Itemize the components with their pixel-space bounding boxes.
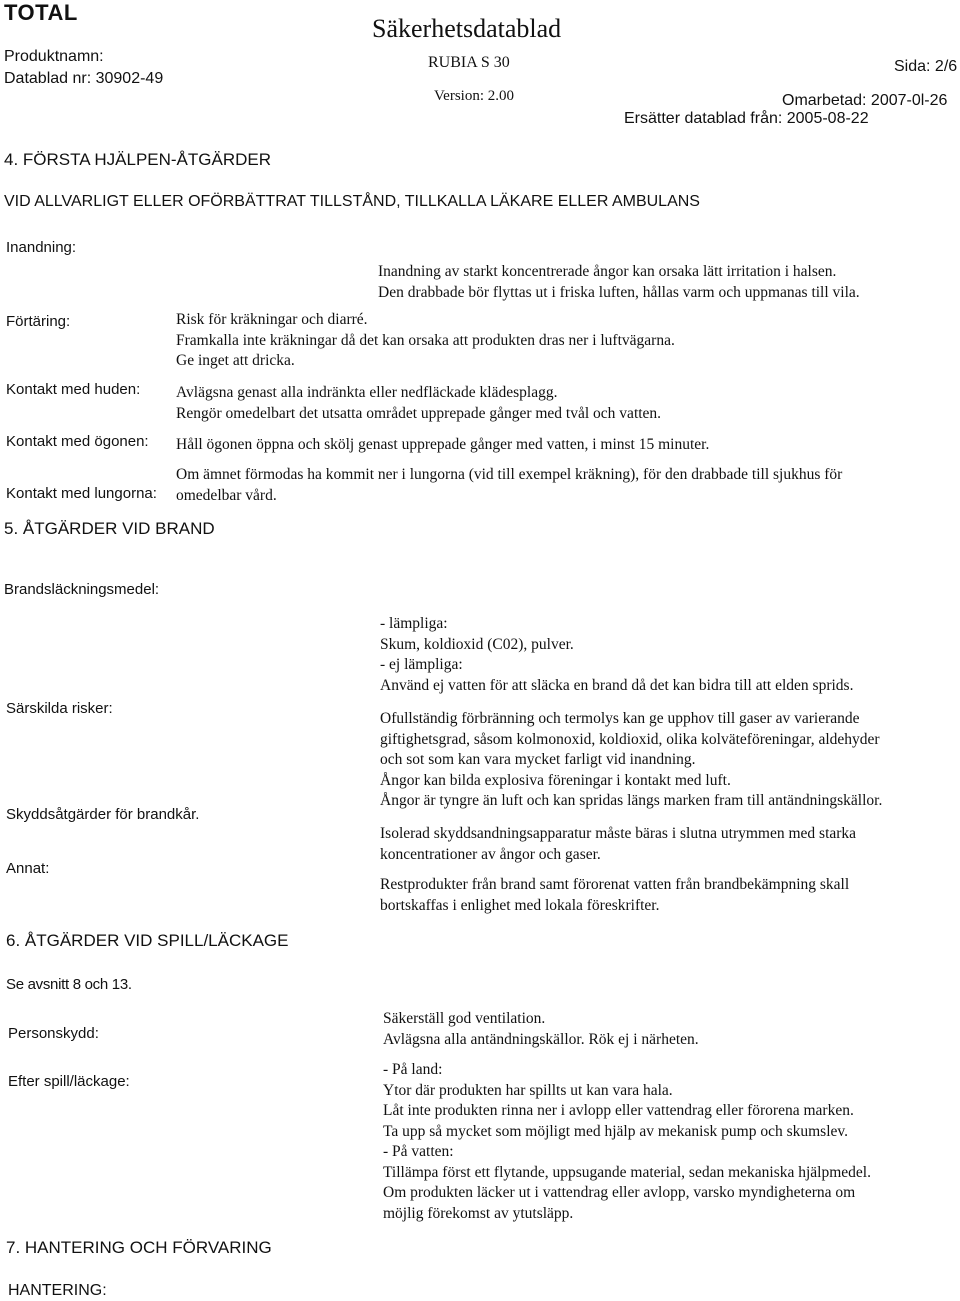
product-label: Produktnamn: <box>4 48 104 65</box>
extinguishing-text: - lämpliga: Skum, koldioxid (C02), pulver. - ej lämpliga: Använd ej vatten för att släcka en brand då det kan bidra till att elden sprids. <box>380 615 854 694</box>
after-spill-label: Efter spill/läckage: <box>8 1073 130 1090</box>
section-7-heading: 7. HANTERING OCH FÖRVARING <box>6 1238 272 1257</box>
document-title: Säkerhetsdatablad <box>372 14 562 43</box>
lung-contact-text: Om ämnet förmodas ha kommit ner i lungorna (vid till exempel kräkning), för den drabbade till sjukhus för omedelbar vård. <box>176 466 843 504</box>
see-sections-note: Se avsnitt 8 och 13. <box>6 976 132 993</box>
section-4-heading: 4. FÖRSTA HJÄLPEN-ÅTGÄRDER <box>4 150 272 169</box>
sheet-number: Datablad nr: 30902-49 <box>4 70 164 87</box>
replaces-date: Ersätter datablad från: 2005-08-22 <box>624 110 869 127</box>
personal-protection-text: Säkerställ god ventilation. Avlägsna alla antändningskällor. Rök ej i närheten. <box>383 1010 699 1048</box>
ingestion-label: Förtäring: <box>6 313 71 330</box>
other-text: Restprodukter från brand samt förorenat vatten från brandbekämpning skall bortskaffas i enlighet med lokala föreskrifter. <box>380 876 850 914</box>
special-risks-text: Ofullständig förbränning och termolys kan ge upphov till gaser av varierande giftighetsgrad, såsom kolmonoxid, koldioxid, olika kolväteföreningar, aldehyder och sot som kan vara mycket farligt vid inandning. Ångor kan bilda explosiva föreningar i kontakt med luft. Ångor är tyngre än luft och kan spridas längs marken fram till antändningskällor. <box>380 710 883 809</box>
other-label: Annat: <box>6 860 50 877</box>
extinguishing-label: Brandsläckningsmedel: <box>4 581 160 598</box>
product-name: RUBIA S 30 <box>428 54 510 71</box>
lung-contact-label: Kontakt med lungorna: <box>6 485 157 502</box>
firefighter-protection-label: Skyddsåtgärder för brandkår. <box>6 806 200 823</box>
firefighter-protection-text: Isolerad skyddsandningsapparatur måste bäras i slutna utrymmen med starka koncentrationer av ångor och gaser. <box>380 825 857 863</box>
section-5-heading: 5. ÅTGÄRDER VID BRAND <box>4 519 215 538</box>
inhalation-text: Inandning av starkt koncentrerade ångor kan orsaka lätt irritation i halsen. Den drabbade bör flyttas ut i friska luften, hållas varm och uppmanas till vila. <box>378 263 860 301</box>
eye-contact-label: Kontakt med ögonen: <box>6 433 149 450</box>
company-logo: TOTAL <box>4 0 78 25</box>
special-risks-label: Särskilda risker: <box>6 700 113 717</box>
after-spill-text: - På land: Ytor där produkten har spillts ut kan vara hala. Låt inte produkten rinna ner i avlopp eller vattendrag eller förorena marken. Ta upp så mycket som möjligt med hjälp av mekanisk pump och skumslev. - På vatten: Tillämpa först ett flytande, uppsugande material, sedan mekaniska hjälpmedel. Om produkten läcker ut i vattendrag eller avlopp, varsko myndigheterna om möjlig förekomst av ytutsläpp. <box>383 1061 871 1222</box>
skin-contact-text: Avlägsna genast alla indränkta eller nedfläckade klädesplagg. Rengör omedelbart det utsatta området upprepade gånger med tvål och vatten. <box>176 384 662 422</box>
page-number: Sida: 2/6 <box>894 58 958 75</box>
inhalation-label: Inandning: <box>6 239 77 256</box>
skin-contact-label: Kontakt med huden: <box>6 381 141 398</box>
section-6-heading: 6. ÅTGÄRDER VID SPILL/LÄCKAGE <box>6 931 289 950</box>
version: Version: 2.00 <box>434 88 514 104</box>
revised-date: Omarbetad: 2007-0l-26 <box>782 92 948 109</box>
handling-label: HANTERING: <box>8 1282 107 1299</box>
personal-protection-label: Personskydd: <box>8 1025 99 1042</box>
eye-contact-text: Håll ögonen öppna och skölj genast upprepade gånger med vatten, i minst 15 minuter. <box>176 436 710 453</box>
emergency-warning: VID ALLVARLIGT ELLER OFÖRBÄTTRAT TILLSTÅND, TILLKALLA LÄKARE ELLER AMBULANS <box>4 193 700 210</box>
ingestion-text: Risk för kräkningar och diarré. Framkalla inte kräkningar då det kan orsaka att produkten dras ner i luftvägarna. Ge inget att dricka. <box>176 311 675 369</box>
